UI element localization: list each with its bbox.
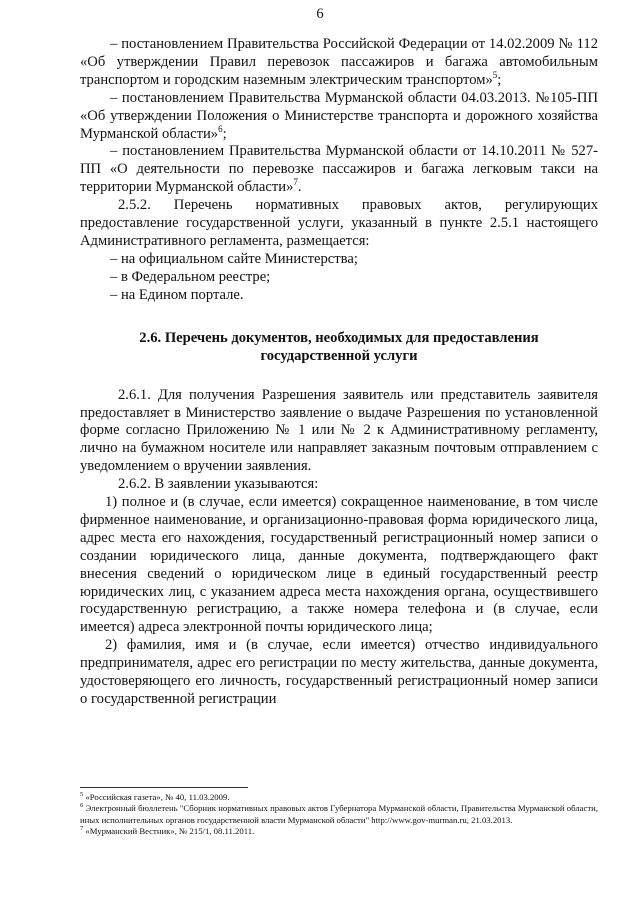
list-item-act-2: – постановлением Правительства Мурманской области 04.03.2013. №105-ПП «Об утверждении Положения о Министерстве транспорта и дорожного хозяйства Мурманской области»$^6$;: [80, 89, 598, 142]
footnote-ref: 6: [218, 123, 223, 134]
footnote-number: 5: [80, 791, 84, 799]
footnote-text: «Мурманский Вестник», № 215/1, 08.11.2011.: [85, 826, 255, 837]
list-item-act-1: – постановлением Правительства Российской Федерации от 14.02.2009 № 112 «Об утверждении Правил перевозок пассажиров и багажа автомобильным транспортом и городским наземным электрическим транспортом»$^5$;: [80, 36, 598, 88]
document-body: [80, 36, 598, 709]
paragraph-sub-2: 2) фамилия, имя и (в случае, если имеется) отчество индивидуального предпринимателя, адрес его регистрации по месту жительства, данные документа, удостоверяющего его личность, государственный регистрационный номер записи о государственной регистрации: [80, 637, 598, 707]
footnote: [80, 826, 598, 837]
footnote-number: 6: [80, 802, 84, 810]
paragraph-2-5-2: 2.5.2. Перечень нормативных правовых актов, регулирующих предоставление государственной услуги, указанный в пункте 2.5.1 настоящего Административного регламента, размещается:: [80, 197, 598, 249]
paragraph-sub-1: 1) полное и (в случае, если имеется) сокращенное наименование, в том числе фирменное наименование, и организационно-правовая форма юридического лица, адрес места его нахождения, государственный регистрационный номер записи о создании юридического лица, данные документа, подтверждающего факт внесения сведений о юридическом лице в единый государственный реестр юридических лиц, с указанием адреса места нахождения органа, осуществившего государственную регистрацию, а также номера телефона и (в случае, если имеется) адреса электронной почты юридического лица;: [80, 494, 598, 636]
footnote: [80, 792, 598, 803]
page-number: 6: [316, 6, 324, 22]
footnote: [80, 803, 598, 826]
list-item-act-3: – постановлением Правительства Мурманской области от 14.10.2011 № 527-ПП «О деятельности по перевозке пассажиров и багажа легковым такси на территории Мурманской области»$^7$.: [80, 143, 598, 196]
list-item-place: – на Едином портале.: [110, 286, 244, 303]
footnote-ref: 7: [293, 177, 298, 188]
footnotes: [80, 792, 598, 838]
footnote-text: Электронный бюллетень "Сборник нормативных правовых актов Губернатора Мурманской области, Правительства Мурманской области, иных исполнительных органов государственной власти Мурманской области" http://www.gov-murman.ru, 21.03.2013.: [80, 803, 598, 825]
list-item-place: – в Федеральном реестре;: [110, 268, 271, 285]
footnote-text: «Российская газета», № 40, 11.03.2009.: [85, 792, 230, 802]
footnote-divider: [80, 787, 248, 788]
footnote-number: 7: [80, 825, 84, 833]
list-item-place: – на официальном сайте Министерства;: [110, 250, 358, 267]
section-heading: 2.6. Перечень документов, необходимых для предоставления государственной услуги: [139, 329, 539, 364]
footnote-ref: 5: [492, 69, 498, 80]
paragraph-2-6-2: 2.6.2. В заявлении указываются:: [118, 476, 319, 493]
paragraph-2-6-1: 2.6.1. Для получения Разрешения заявитель или представитель заявителя предоставляет в Министерство заявление о выдаче Разрешения по установленной форме согласно Приложению № 1 или № 2 к Административному регламенту, лично на бумажном носителе или направляет заказным почтовым отправлением с уведомлением о вручении заявления.: [80, 386, 598, 475]
